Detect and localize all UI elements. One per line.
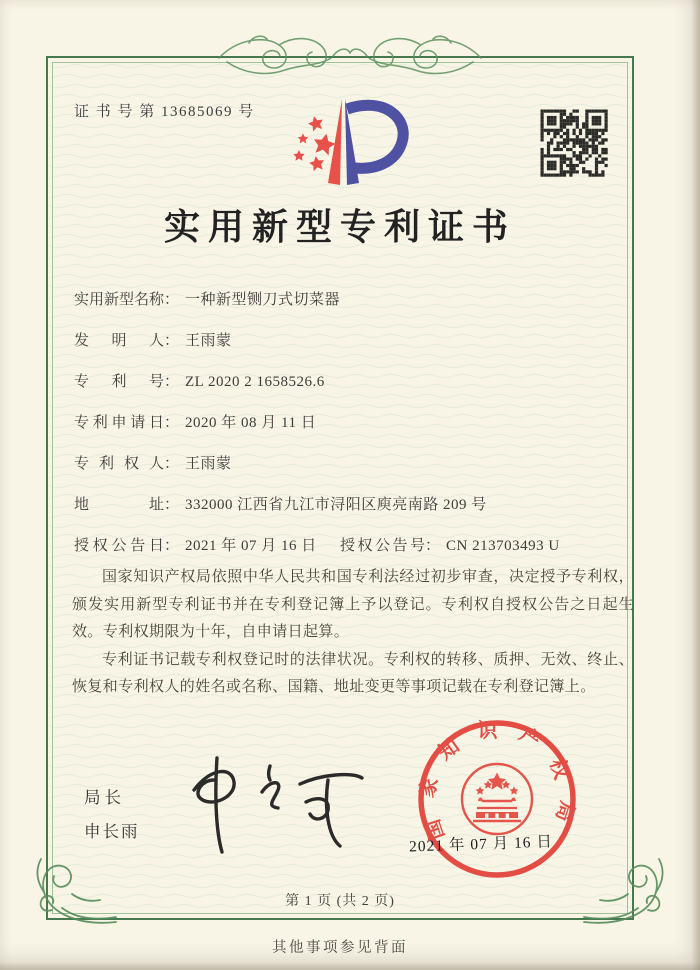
field-value: 王雨蒙 — [185, 456, 232, 472]
field-row-address: 地址： 332000 江西省九江市浔阳区庾亮南路 209 号 — [74, 493, 636, 514]
handwritten-signature-icon — [170, 748, 380, 858]
field-label: 专利权人 — [74, 456, 164, 472]
field-label: 授权公告号 — [340, 538, 425, 554]
legal-text-block — [72, 564, 634, 702]
page-number: 第 1 页 (共 2 页) — [285, 894, 395, 909]
legal-paragraph-2: 专利证书记载专利权登记时的法律状况。专利权的转移、质押、无效、终止、恢复和专利权人的姓名或名称、国籍、地址变更等事项记载在专利登记簿上。 — [72, 651, 634, 695]
photo-edge-shadow-bottom — [0, 962, 700, 970]
field-value: 一种新型铡刀式切菜器 — [185, 292, 341, 308]
field-label: 地址 — [74, 497, 164, 513]
field-value: 2020 年 08 月 11 日 — [185, 415, 317, 431]
seal-authority-text: 国家知识产权局 — [415, 720, 579, 843]
cnipa-patent-logo-icon — [283, 95, 433, 190]
back-side-note: 其他事项参见背面 — [272, 940, 408, 956]
legal-paragraph-1: 国家知识产权局依照中华人民共和国专利法经过初步审查，决定授予专利权，颁发实用新型专利证书并在专利登记簿上予以登记。专利权自授权公告之日起生效。专利权期限为十年，自申请日起算。 — [72, 569, 634, 640]
field-row-inventor: 发明人： 王雨蒙 — [74, 329, 636, 350]
field-value: 王雨蒙 — [185, 333, 232, 349]
field-row-patent-number: 专利号： ZL 2020 2 1658526.6 — [74, 370, 636, 391]
commissioner-title: 局长 — [84, 788, 125, 807]
field-value: ZL 2020 2 1658526.6 — [185, 374, 325, 390]
grant-number-group: 授权公告号： CN 213703493 U — [340, 534, 560, 555]
field-label: 授权公告日 — [74, 538, 164, 554]
field-label: 实用新型名称 — [74, 292, 165, 308]
qr-code-icon — [537, 106, 611, 180]
field-row-invention-name: 实用新型名称： 一种新型铡刀式切菜器 — [74, 288, 636, 309]
national-emblem — [462, 764, 532, 834]
grant-date-group: 授权公告日： 2021 年 07 月 16 日 — [74, 538, 317, 554]
certificate-title: 实用新型专利证书 — [163, 207, 516, 247]
field-row-patentee: 专利权人： 王雨蒙 — [74, 452, 636, 473]
seal-date: 2021 年 07 月 16 日 — [408, 833, 554, 856]
commissioner-name: 申长雨 — [84, 822, 140, 841]
field-row-grant — [74, 534, 636, 555]
field-label: 专利号 — [74, 374, 164, 390]
certificate-number: 证 书 号 第 13685069 号 — [74, 104, 255, 120]
photo-edge-shadow-right — [691, 0, 700, 970]
field-value: 2021 年 07 月 16 日 — [185, 538, 317, 554]
field-value: CN 213703493 U — [446, 538, 560, 554]
official-red-seal-icon — [412, 714, 582, 884]
field-value: 332000 江西省九江市浔阳区庾亮南路 209 号 — [185, 497, 487, 513]
field-label: 发明人 — [74, 333, 164, 349]
field-label: 专利申请日 — [74, 415, 164, 431]
field-row-filing-date: 专利申请日： 2020 年 08 月 11 日 — [74, 411, 636, 432]
